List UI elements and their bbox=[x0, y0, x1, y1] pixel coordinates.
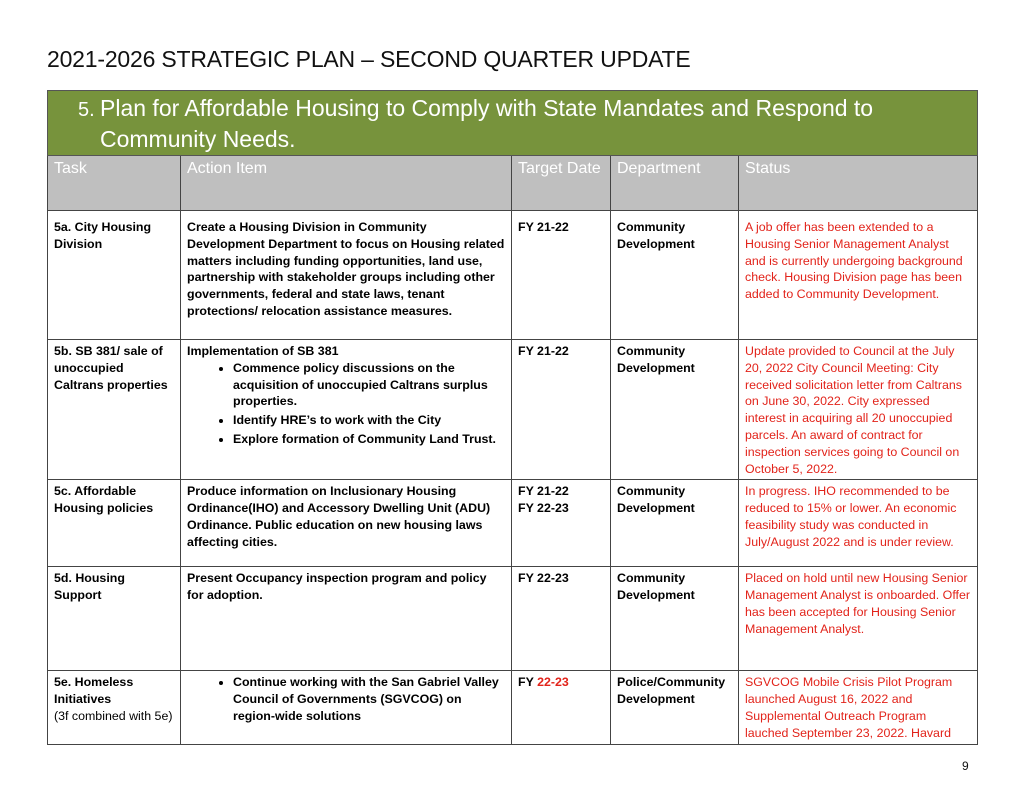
department-cell: Community Development bbox=[611, 480, 739, 567]
target-date-line: FY 21-22 bbox=[518, 484, 569, 499]
page-number: 9 bbox=[962, 759, 969, 773]
target-date-cell: FY 21-22 bbox=[512, 340, 611, 480]
action-cell: Produce information on Inclusionary Housing Ordinance(IHO) and Accessory Dwelling Unit (ADU) Ordinance. Public education on new housing laws affecting cities. bbox=[181, 480, 512, 567]
table-row bbox=[48, 340, 978, 480]
target-date-cell: FY 22-23 bbox=[512, 567, 611, 671]
list-item: • Continue working with the San Gabriel Valley Council of Governments (SGVCOG) on region-wide solutions bbox=[233, 674, 505, 724]
action-cell: Create a Housing Division in Community Development Department to focus on Housing related matters including funding opportunities, land use, partnership with stakeholder groups including other governments, federal and state laws, tenant protections/ relocation assistance measures. bbox=[181, 211, 512, 340]
task-cell: 5c. Affordable Housing policies bbox=[48, 480, 181, 567]
target-date-cell: FY 21-22 bbox=[512, 211, 611, 340]
status-cell: Update provided to Council at the July 20, 2022 City Council Meeting: City received solicitation letter from Caltrans on June 30, 2022. City expressed interest in acquiring all 20 unoccupied parcels. An award of contract for inspection services going to Council on October 5, 2022. bbox=[739, 340, 978, 480]
document-title: 2021-2026 STRATEGIC PLAN – SECOND QUARTER UPDATE bbox=[47, 46, 691, 72]
action-bullet-list bbox=[187, 674, 505, 724]
column-header-target: Target Date bbox=[512, 156, 611, 211]
task-cell: 5d. Housing Support bbox=[48, 567, 181, 671]
department-cell: Community Development bbox=[611, 211, 739, 340]
list-item: • Explore formation of Community Land Trust. bbox=[233, 431, 505, 448]
table-row bbox=[48, 671, 978, 744]
section-header bbox=[48, 91, 978, 156]
strategic-plan-table bbox=[47, 90, 978, 745]
table-row bbox=[48, 567, 978, 671]
action-intro: Implementation of SB 381 bbox=[187, 344, 339, 358]
table-row bbox=[48, 211, 978, 340]
action-cell bbox=[181, 671, 512, 744]
department-cell: Community Development bbox=[611, 567, 739, 671]
task-note: (3f combined with 5e) bbox=[54, 708, 173, 723]
status-cell: In progress. IHO recommended to be reduced to 15% or lower. An economic feasibility study was conducted in July/August 2022 and is under review. bbox=[739, 480, 978, 567]
target-date-year: 22-23 bbox=[537, 675, 569, 690]
table-row bbox=[48, 480, 978, 567]
section-number: 5. bbox=[78, 99, 95, 121]
department-cell: Community Development bbox=[611, 340, 739, 480]
column-header-row bbox=[48, 156, 978, 211]
target-date-prefix: FY bbox=[518, 675, 538, 690]
status-cell: A job offer has been extended to a Housing Senior Management Analyst and is currently undergoing background check. Housing Division page has been added to Community Development. bbox=[739, 211, 978, 340]
column-header-action: Action Item bbox=[181, 156, 512, 211]
target-date-cell bbox=[512, 480, 611, 567]
task-cell: 5b. SB 381/ sale of unoccupied Caltrans properties bbox=[48, 340, 181, 480]
section-title: Plan for Affordable Housing to Comply with State Mandates and Respond to Community Needs. bbox=[100, 95, 874, 152]
target-date-cell bbox=[512, 671, 611, 744]
list-item: • Identify HRE’s to work with the City bbox=[233, 412, 505, 429]
department-cell: Police/Community Development bbox=[611, 671, 739, 744]
task-title: 5e. Homeless Initiatives bbox=[54, 675, 134, 707]
target-date-line: FY 22-23 bbox=[518, 501, 569, 516]
action-cell: Present Occupancy inspection program and policy for adoption. bbox=[181, 567, 512, 671]
list-item: • Commence policy discussions on the acquisition of unoccupied Caltrans surplus properties. bbox=[233, 360, 505, 410]
status-cell: SGVCOG Mobile Crisis Pilot Program launched August 16, 2022 and Supplemental Outreach Program lauched September 23, 2022. Havard bbox=[739, 671, 978, 744]
column-header-status: Status bbox=[739, 156, 978, 211]
task-cell: 5a. City Housing Division bbox=[48, 211, 181, 340]
task-cell bbox=[48, 671, 181, 744]
status-cell: Placed on hold until new Housing Senior Management Analyst is onboarded. Offer has been accepted for Housing Senior Management Analyst. bbox=[739, 567, 978, 671]
section-header-row bbox=[48, 91, 978, 156]
column-header-task: Task bbox=[48, 156, 181, 211]
column-header-department: Department bbox=[611, 156, 739, 211]
action-cell bbox=[181, 340, 512, 480]
action-bullet-list bbox=[187, 360, 505, 448]
